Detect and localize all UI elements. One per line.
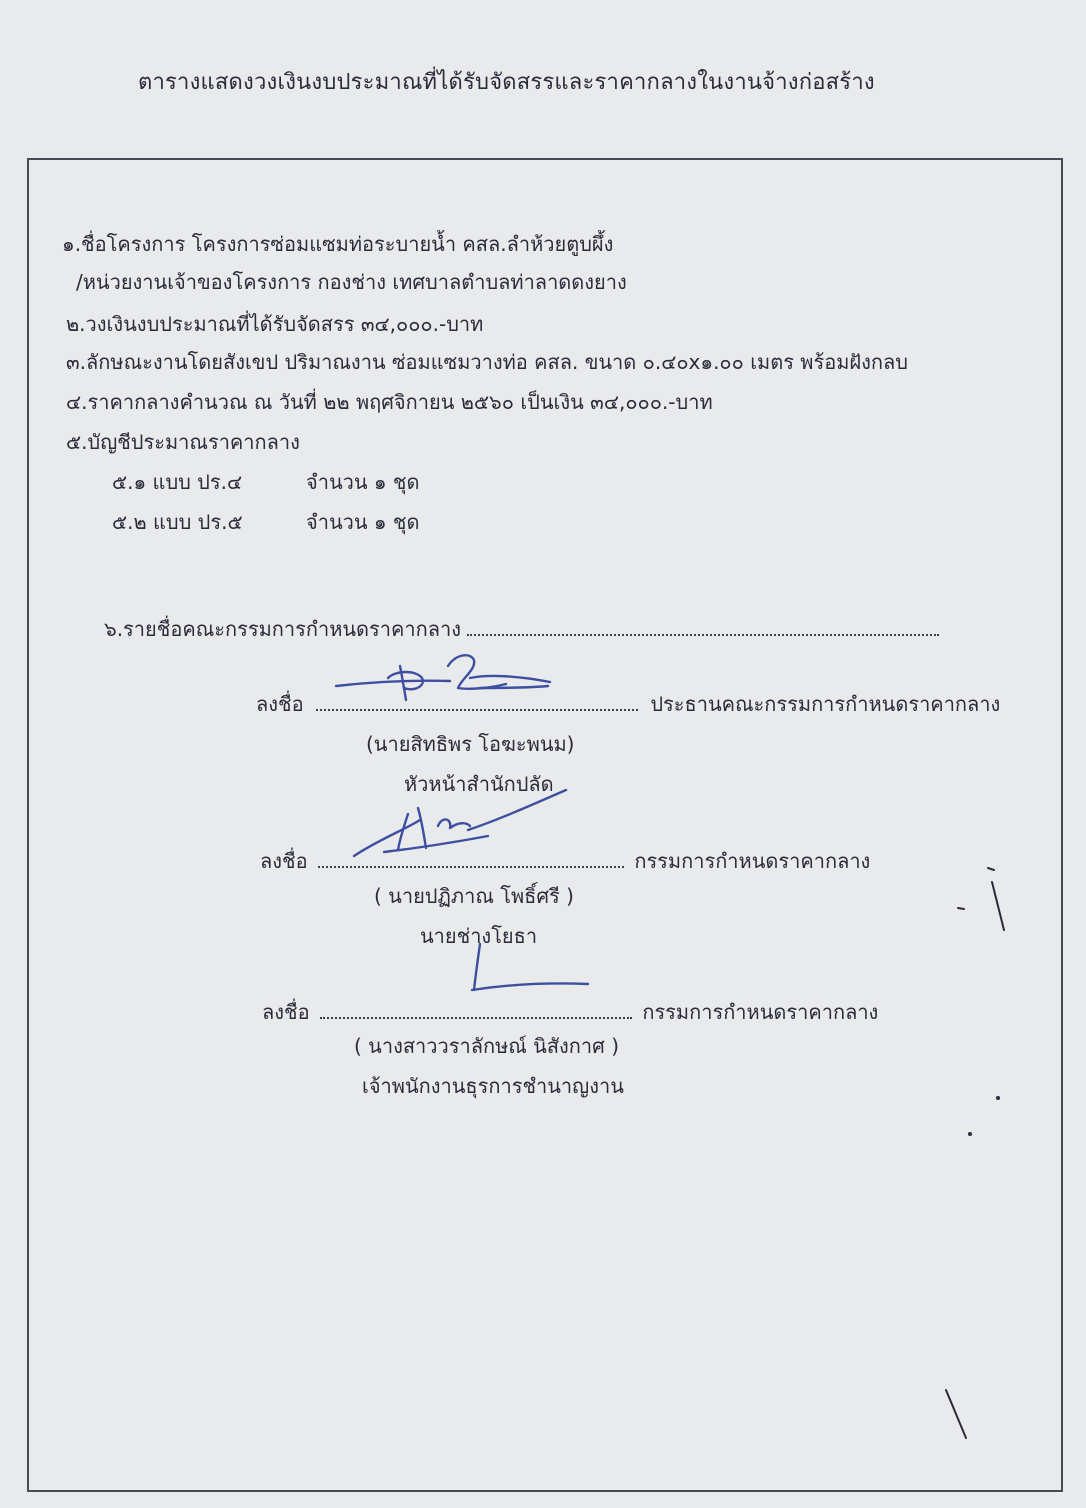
signatory-1-role: ประธานคณะกรรมการกำหนดราคากลาง <box>650 692 1001 716</box>
signatory-2-dotted-line <box>318 865 624 868</box>
item-6-dotted-line <box>467 633 939 636</box>
item-4-reference-price: ๔.ราคากลางคำนวณ ณ วันที่ ๒๒ พฤศจิกายน ๒๕๖๐ เป็นเงิน ๓๔,๐๐๐.-บาท <box>66 390 713 414</box>
item-5-2-form: ๕.๒ แบบ ปร.๕ <box>112 510 243 534</box>
signatory-1-name: (นายสิทธิพร โอฆะพนม) <box>366 732 575 756</box>
signatory-1-dotted-line <box>316 708 638 711</box>
signatory-3-line <box>262 996 878 1028</box>
signatory-2-name: ( นายปฏิภาณ โพธิ์ศรี ) <box>374 884 574 908</box>
item-5-1-quantity: จำนวน ๑ ชุด <box>306 470 420 494</box>
signatory-2-position: นายช่างโยธา <box>420 924 538 948</box>
signatory-2-role: กรรมการกำหนดราคากลาง <box>634 849 871 873</box>
item-6-heading-text: ๖.รายชื่อคณะกรรมการกำหนดราคากลาง <box>104 617 461 641</box>
item-6-heading <box>104 613 939 645</box>
signatory-3-name: ( นางสาววราลักษณ์ นิสังกาศ ) <box>354 1034 619 1058</box>
item-1-agency: /หน่วยงานเจ้าของโครงการ กองช่าง เทศบาลตำบลท่าลาดดงยาง <box>76 270 627 294</box>
item-5-1-form: ๕.๑ แบบ ปร.๔ <box>112 470 243 494</box>
signatory-2-line <box>260 845 870 877</box>
item-3-description: ๓.ลักษณะงานโดยสังเขป ปริมาณงาน ซ่อมแซมวางท่อ คสล. ขนาด ๐.๔๐x๑.๐๐ เมตร พร้อมฝังกลบ <box>66 350 908 374</box>
signatory-1-position: หัวหน้าสำนักปลัด <box>404 772 554 796</box>
signatory-3-sign-label: ลงชื่อ <box>262 1000 310 1024</box>
signatory-1-line <box>256 688 1000 720</box>
signatory-1-sign-label: ลงชื่อ <box>256 692 304 716</box>
item-2-budget: ๒.วงเงินงบประมาณที่ได้รับจัดสรร ๓๔,๐๐๐.-บาท <box>66 312 484 336</box>
item-5-2-quantity: จำนวน ๑ ชุด <box>306 510 420 534</box>
signatory-2-sign-label: ลงชื่อ <box>260 849 308 873</box>
item-5-heading: ๕.บัญชีประมาณราคากลาง <box>66 430 300 454</box>
page-title: ตารางแสดงวงเงินงบประมาณที่ได้รับจัดสรรและราคากลางในงานจ้างก่อสร้าง <box>138 70 875 95</box>
signatory-3-role: กรรมการกำหนดราคากลาง <box>642 1000 879 1024</box>
signatory-3-position: เจ้าพนักงานธุรการชำนาญงาน <box>362 1074 624 1098</box>
item-1-project: ๑.ชื่อโครงการ โครงการซ่อมแซมท่อระบายน้ำ คสล.ลำห้วยตูบผึ้ง <box>62 232 614 256</box>
signatory-3-dotted-line <box>320 1016 632 1019</box>
